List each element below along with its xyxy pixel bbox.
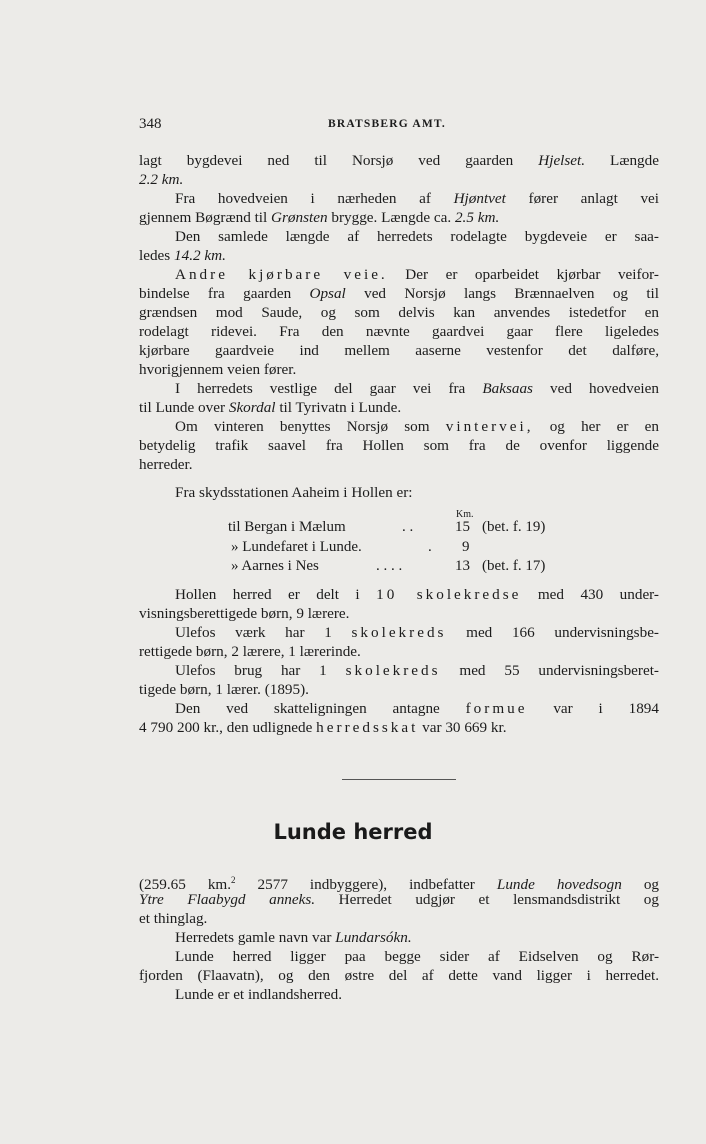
distance-note: (bet. f. 17) xyxy=(482,558,546,574)
text-line: Hollen herred er delt i 10 skolekredse med 430 under- xyxy=(175,586,659,603)
text-line: Den samlede længde af herredets rodelagte bygdeveie er saa- xyxy=(175,228,659,245)
distance-km: 13 xyxy=(455,558,470,574)
text-line: til Lunde over Skordal til Tyrivatn i Lunde. xyxy=(139,399,402,416)
destination: » Aarnes i Nes xyxy=(231,558,319,574)
text-line: rodelagt ridevei. Fra den nævnte gaardvei gaar flere ligeledes xyxy=(139,323,659,340)
text-line: betydelig trafik saavel fra Hollen som fra de ovenfor liggende xyxy=(139,437,659,454)
text-line: kjørbare gaardveie ind mellem aaserne vestenfor det dalføre, xyxy=(139,342,659,359)
text-line: bindelse fra gaarden Opsal ved Norsjø langs Brænnaelven og til xyxy=(139,285,659,302)
text-line: tigede børn, 1 lærer. (1895). xyxy=(139,681,309,698)
leader-dots: . . . . xyxy=(376,558,403,574)
text-line: Den ved skatteligningen antagne formue var i 1894 xyxy=(175,700,659,717)
text-line: et thinglag. xyxy=(139,910,208,927)
text-line: visningsberettigede børn, 9 lærere. xyxy=(139,605,350,622)
km-unit-label: Km. xyxy=(456,509,474,520)
text-line: ledes 14.2 km. xyxy=(139,247,226,264)
text-line: 4 790 200 kr., den udlignede herredsskat var 30 669 kr. xyxy=(139,719,507,736)
text-line: Om vinteren benyttes Norsjø som vintervei, og her er en xyxy=(175,418,659,435)
text-line: gjennem Bøgrænd til Grønsten brygge. Længde ca. 2.5 km. xyxy=(139,209,500,226)
text-line: Lunde herred ligger paa begge sider af Eidselven og Rør- xyxy=(175,948,659,965)
page-number: 348 xyxy=(139,116,162,132)
page-header xyxy=(139,116,659,136)
text-line: Ulefos brug har 1 skolekreds med 55 undervisningsberet- xyxy=(175,662,659,679)
destination: til Bergan i Mælum xyxy=(228,519,346,535)
text-line: Herredets gamle navn var Lundarsókn. xyxy=(175,929,412,946)
text-line: (259.65 km.$^2$ 2577 indbyggere), indbefatter Lunde hovedsogn og xyxy=(139,875,659,894)
text-line: lagt bygdevei ned til Norsjø ved gaarden Hjelset. Længde xyxy=(139,152,659,169)
distance-km: 15 xyxy=(455,519,470,535)
text-line: hvorigjennem veien fører. xyxy=(139,361,297,378)
text-line: rettigede børn, 2 lærere, 1 lærerinde. xyxy=(139,643,361,660)
text-line: fjorden (Flaavatn), og den østre del af dette vand ligger i herredet. xyxy=(139,967,659,984)
running-head: BRATSBERG AMT. xyxy=(328,118,446,130)
text-line: Andre kjørbare veie. Der er oparbeidet kjørbar veifor- xyxy=(175,266,659,283)
section-divider xyxy=(342,779,456,780)
section-title: Lunde herred xyxy=(273,820,433,844)
text-line: Fra hovedveien i nærheden af Hjøntvet fører anlagt vei xyxy=(175,190,660,207)
text-line: Fra skydsstationen Aaheim i Hollen er: xyxy=(175,484,413,501)
text-line: Lunde er et indlandsherred. xyxy=(175,986,342,1003)
text-line: Ytre Flaabygd anneks. Herredet udgjør et lensmandsdistrikt og xyxy=(139,891,659,908)
leader-dots: . xyxy=(428,539,432,555)
distance-note: (bet. f. 19) xyxy=(482,519,546,535)
text-line: herreder. xyxy=(139,456,193,473)
destination: » Lundefaret i Lunde. xyxy=(231,539,362,555)
text-line: I herredets vestlige del gaar vei fra Baksaas ved hovedveien xyxy=(175,380,659,397)
text-line: Ulefos værk har 1 skolekreds med 166 undervisningsbe- xyxy=(175,624,659,641)
text-line: grændsen mod Saude, og som delvis kan anvendes istedetfor en xyxy=(139,304,659,321)
leader-dots: . . xyxy=(402,519,414,535)
distance-km: 9 xyxy=(462,539,470,555)
text-line: 2.2 km. xyxy=(139,171,184,188)
